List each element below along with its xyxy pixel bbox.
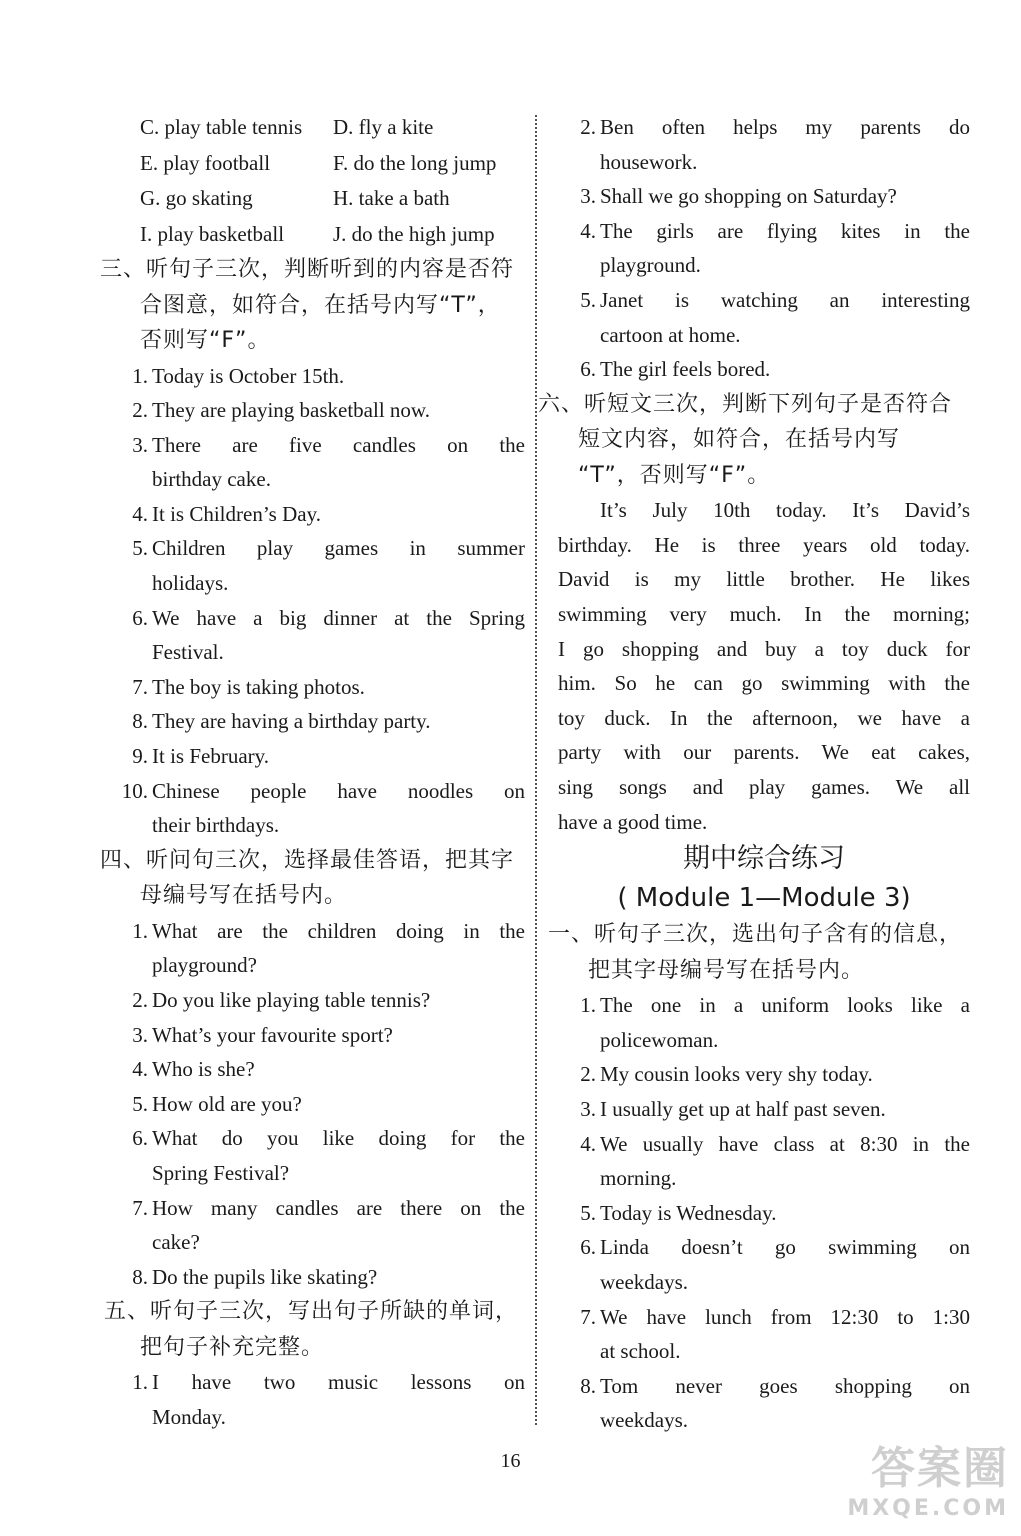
list-item bbox=[100, 531, 525, 600]
item-text-line: We have lunch from 12:30 to 1:30 bbox=[600, 1304, 970, 1329]
column-divider bbox=[535, 115, 537, 1425]
item-text-line: There are five candles on the bbox=[152, 432, 525, 457]
item-number: 5. bbox=[132, 1091, 148, 1116]
list-item bbox=[558, 988, 970, 1057]
item-text bbox=[148, 914, 525, 983]
item-number: 4. bbox=[132, 501, 148, 526]
item-text-line: Today is October 15th. bbox=[152, 363, 345, 388]
item-text bbox=[596, 1300, 970, 1369]
list-item bbox=[558, 214, 970, 283]
item-number: 7. bbox=[580, 1304, 596, 1329]
item-text-line: housework. bbox=[600, 149, 698, 174]
item-number: 7. bbox=[132, 674, 148, 699]
item-text-line: their birthdays. bbox=[152, 813, 280, 838]
item-number: 6. bbox=[132, 1126, 148, 1151]
item-text-line: I usually get up at half past seven. bbox=[600, 1096, 886, 1121]
list-item bbox=[558, 179, 970, 214]
item-text-line: What’s your favourite sport? bbox=[152, 1022, 393, 1047]
item-number: 3. bbox=[580, 184, 596, 209]
section-5-heading: 五、听句子三次，写出句子所缺的单词， 把句子补充完整。 bbox=[104, 1299, 519, 1360]
option-list bbox=[100, 110, 525, 252]
section-5-list bbox=[100, 1365, 525, 1434]
list-item bbox=[100, 1052, 525, 1087]
item-text bbox=[148, 983, 525, 1018]
item-text-line: Shall we go shopping on Saturday? bbox=[600, 184, 897, 209]
list-item bbox=[100, 1191, 525, 1260]
item-text-line: playground? bbox=[152, 953, 257, 978]
item-text bbox=[148, 1121, 525, 1190]
list-item bbox=[100, 359, 525, 394]
list-item bbox=[100, 1018, 525, 1053]
item-text bbox=[596, 214, 970, 283]
section-4-heading: 四、听问句三次，选择最佳答语，把其字 母编号写在括号内。 bbox=[100, 847, 515, 909]
item-text bbox=[148, 739, 525, 774]
list-item bbox=[558, 1369, 970, 1438]
list-item bbox=[558, 1057, 970, 1092]
item-number: 6. bbox=[580, 1235, 596, 1260]
passage-line: have a good time. bbox=[558, 809, 708, 834]
item-text-line: morning. bbox=[600, 1166, 677, 1191]
item-text-line: The one in a uniform looks like a bbox=[600, 993, 970, 1018]
item-number: 8. bbox=[132, 709, 148, 734]
list-item bbox=[100, 774, 525, 843]
section-6-heading: 六、听短文三次，判断下列句子是否符合 短文内容，如符合，在括号内写 “T”，否则写“F”。 bbox=[538, 391, 953, 488]
item-text bbox=[148, 393, 525, 428]
item-number: 6. bbox=[580, 357, 596, 382]
item-text-line: Today is Wednesday. bbox=[600, 1200, 777, 1225]
list-item bbox=[100, 739, 525, 774]
item-number: 10. bbox=[121, 778, 148, 803]
item-text bbox=[596, 352, 970, 387]
option-row: C. play table tennis D. fly a kite bbox=[140, 115, 434, 139]
list-item bbox=[100, 670, 525, 705]
item-text-line: It is Children’s Day. bbox=[152, 501, 321, 526]
list-item bbox=[558, 1300, 970, 1369]
item-text-line: My cousin looks very shy today. bbox=[600, 1062, 873, 1087]
list-item bbox=[558, 1092, 970, 1127]
item-text-line: We have a big dinner at the Spring bbox=[152, 605, 525, 630]
item-text-line: It is February. bbox=[152, 744, 270, 769]
item-number: 4. bbox=[132, 1057, 148, 1082]
item-text bbox=[596, 1196, 970, 1231]
list-item bbox=[558, 1196, 970, 1231]
watermark-logo bbox=[839, 1432, 1009, 1528]
section-5-list-continued bbox=[558, 110, 970, 387]
item-text bbox=[148, 359, 525, 394]
list-item bbox=[100, 1365, 525, 1434]
item-text-line: Who is she? bbox=[152, 1057, 255, 1082]
item-text-line: What are the children doing in the bbox=[152, 918, 525, 943]
item-number: 2. bbox=[132, 988, 148, 1012]
option-row: G. go skating H. take a bath bbox=[140, 186, 450, 210]
section-3-heading: 三、听句子三次，判断听到的内容是否符 合图意，如符合，在括号内写“T”， 否则写“F”。 bbox=[100, 257, 515, 353]
passage-line: It’s July 10th today. It’s David’s bbox=[600, 498, 970, 523]
item-text-line: Monday. bbox=[152, 1404, 226, 1429]
passage-line: swimming very much. In the morning; bbox=[558, 602, 970, 627]
item-text-line: Tom never goes shopping on bbox=[600, 1373, 970, 1398]
item-number: 2. bbox=[580, 115, 596, 139]
item-text bbox=[148, 1087, 525, 1122]
item-number: 6. bbox=[132, 605, 148, 630]
item-number: 1. bbox=[132, 363, 148, 388]
item-text bbox=[596, 110, 970, 179]
item-number: 5. bbox=[580, 287, 596, 312]
list-item bbox=[100, 1260, 525, 1295]
item-text-line: holidays. bbox=[152, 571, 229, 596]
list-item bbox=[100, 1087, 525, 1122]
list-item bbox=[100, 983, 525, 1018]
item-number: 9. bbox=[132, 744, 148, 769]
option-row: I. play basketball J. do the high jump bbox=[140, 221, 495, 246]
item-text-line: cake? bbox=[152, 1230, 200, 1255]
item-text bbox=[596, 283, 970, 352]
item-text bbox=[148, 670, 525, 705]
list-item bbox=[558, 352, 970, 387]
item-text bbox=[596, 1230, 970, 1299]
item-text bbox=[596, 1057, 970, 1092]
list-item bbox=[100, 428, 525, 497]
passage-text bbox=[558, 493, 970, 839]
item-text-line: They are playing basketball now. bbox=[152, 398, 430, 423]
item-text bbox=[148, 497, 525, 532]
list-item bbox=[558, 1127, 970, 1196]
list-item bbox=[100, 1121, 525, 1190]
item-text-line: I have two music lessons on bbox=[152, 1370, 525, 1395]
midterm-title: 期中综合练习 bbox=[683, 843, 845, 875]
item-text-line: What do you like doing for the bbox=[152, 1126, 525, 1151]
section-3-list bbox=[100, 359, 525, 843]
passage-line: birthday. He is three years old today. bbox=[558, 532, 970, 557]
passage-line: David is my little brother. He likes bbox=[558, 567, 970, 592]
item-text-line: Children play games in summer bbox=[152, 536, 525, 561]
item-number: 5. bbox=[132, 536, 148, 561]
item-number: 1. bbox=[132, 918, 148, 943]
list-item bbox=[100, 497, 525, 532]
item-number: 3. bbox=[132, 432, 148, 457]
section-1-list bbox=[558, 988, 970, 1438]
item-text-line: at school. bbox=[600, 1339, 681, 1364]
item-text-line: weekdays. bbox=[600, 1408, 689, 1433]
item-text-line: policewoman. bbox=[600, 1027, 719, 1052]
item-text bbox=[148, 774, 525, 843]
item-number: 3. bbox=[132, 1022, 148, 1047]
item-text-line: They are having a birthday party. bbox=[152, 709, 431, 734]
list-item bbox=[558, 283, 970, 352]
item-number: 3. bbox=[580, 1096, 596, 1121]
item-text-line: Linda doesn’t go swimming on bbox=[600, 1235, 970, 1260]
item-text-line: The boy is taking photos. bbox=[152, 674, 365, 699]
section-4-list bbox=[100, 914, 525, 1295]
item-number: 8. bbox=[132, 1264, 148, 1289]
item-number: 4. bbox=[580, 1131, 596, 1156]
item-text bbox=[148, 531, 525, 600]
item-text bbox=[596, 179, 970, 214]
item-text-line: How many candles are there on the bbox=[152, 1195, 525, 1220]
item-text bbox=[148, 1191, 525, 1260]
item-text bbox=[148, 1052, 525, 1087]
item-text-line: Do you like playing table tennis? bbox=[152, 988, 431, 1012]
left-column bbox=[100, 110, 525, 1435]
item-text-line: Ben often helps my parents do bbox=[600, 115, 970, 139]
list-item bbox=[558, 1230, 970, 1299]
item-text-line: cartoon at home. bbox=[600, 322, 741, 347]
item-text-line: birthday cake. bbox=[152, 467, 271, 492]
item-text-line: We usually have class at 8:30 in the bbox=[600, 1131, 970, 1156]
item-text-line: Festival. bbox=[152, 640, 224, 665]
item-text bbox=[148, 1018, 525, 1053]
item-text-line: playground. bbox=[600, 253, 701, 278]
item-text-line: The girls are flying kites in the bbox=[600, 218, 970, 243]
list-item bbox=[100, 704, 525, 739]
item-text bbox=[596, 1092, 970, 1127]
list-item bbox=[558, 110, 970, 179]
passage-line: sing songs and play games. We all bbox=[558, 775, 970, 799]
item-number: 8. bbox=[580, 1373, 596, 1398]
watermark-logo-text: 答案圈 bbox=[871, 1443, 1009, 1494]
passage-line: him. So he can go swimming with the bbox=[558, 671, 970, 696]
midterm-subtitle: ( Module 1—Module 3) bbox=[617, 883, 911, 914]
item-number: 2. bbox=[132, 398, 148, 423]
item-number: 1. bbox=[132, 1370, 148, 1395]
item-text-line: Spring Festival? bbox=[152, 1160, 290, 1185]
item-number: 5. bbox=[580, 1200, 596, 1225]
item-text bbox=[596, 1369, 970, 1438]
passage-line: I go shopping and buy a toy duck for bbox=[558, 636, 970, 661]
list-item bbox=[100, 914, 525, 983]
item-number: 2. bbox=[580, 1062, 596, 1087]
item-text-line: weekdays. bbox=[600, 1269, 689, 1294]
item-text-line: Chinese people have noodles on bbox=[152, 778, 525, 803]
list-item bbox=[100, 601, 525, 670]
list-item bbox=[100, 393, 525, 428]
item-text-line: How old are you? bbox=[152, 1091, 302, 1116]
item-number: 7. bbox=[132, 1195, 148, 1220]
passage-line: party with our parents. We eat cakes, bbox=[558, 740, 970, 765]
item-text bbox=[148, 601, 525, 670]
item-text bbox=[148, 704, 525, 739]
item-text-line: The girl feels bored. bbox=[600, 357, 771, 382]
item-number: 4. bbox=[580, 218, 596, 243]
item-text bbox=[148, 1365, 525, 1434]
option-row: E. play football F. do the long jump bbox=[140, 150, 497, 175]
right-column bbox=[538, 110, 970, 1438]
item-text bbox=[148, 1260, 525, 1295]
item-text bbox=[148, 428, 525, 497]
item-number: 1. bbox=[580, 993, 596, 1018]
section-1-heading: 一、听句子三次，选出句子含有的信息， 把其字母编号写在括号内。 bbox=[548, 922, 963, 983]
passage-line: toy duck. In the afternoon, we have a bbox=[558, 705, 970, 730]
watermark-url: MXQE.COM bbox=[847, 1496, 1009, 1521]
item-text-line: Do the pupils like skating? bbox=[152, 1264, 378, 1289]
item-text bbox=[596, 988, 970, 1057]
item-text bbox=[596, 1127, 970, 1196]
page-number: 16 bbox=[500, 1450, 521, 1472]
item-text-line: Janet is watching an interesting bbox=[600, 287, 970, 312]
